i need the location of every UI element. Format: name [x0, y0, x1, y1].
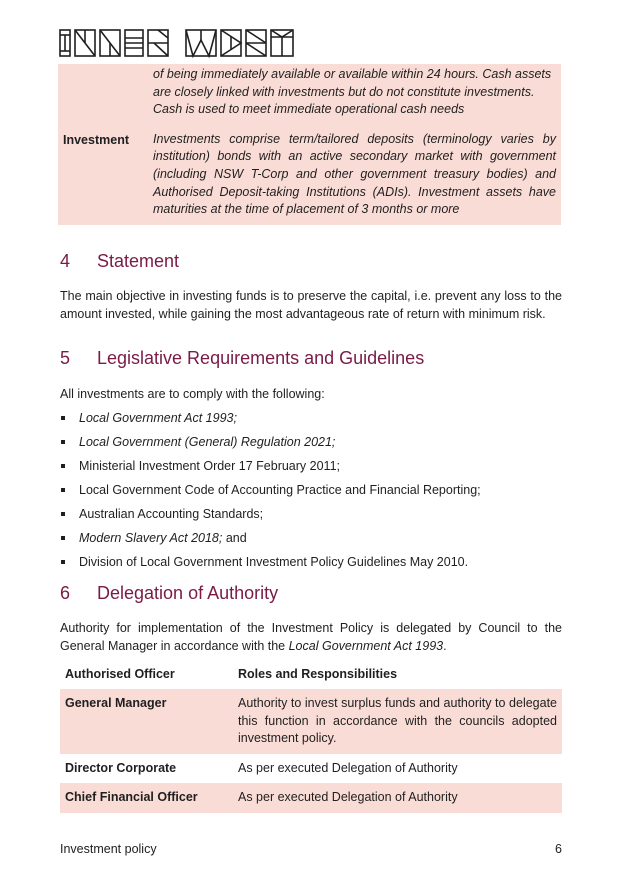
section-number: 4 — [60, 251, 71, 271]
column-header: Roles and Responsibilities — [238, 667, 398, 681]
section-heading-legislative — [60, 348, 424, 369]
list-item: Australian Accounting Standards; — [60, 506, 562, 530]
table-row — [60, 754, 562, 784]
delegation-paragraph: Authority for implementation of the Investment Policy is delegated by Council to the General Manager in accordance with the Local Government Act 1993. — [60, 621, 562, 653]
role-cell: As per executed Delegation of Authority — [233, 783, 562, 813]
list-item: Modern Slavery Act 2018; and — [60, 530, 562, 554]
column-header: Authorised Officer — [65, 667, 175, 681]
list-item: Local Government (General) Regulation 2021; — [60, 434, 562, 458]
legislative-intro: All investments are to comply with the following: — [60, 387, 325, 401]
list-item: Local Government Act 1993; — [60, 410, 562, 434]
section-heading-statement — [60, 251, 179, 272]
definition-term: Investment — [63, 132, 129, 147]
definitions-table — [58, 64, 561, 225]
page-number: 6 — [555, 842, 562, 856]
officer-cell: General Manager — [60, 689, 233, 754]
section-heading-delegation — [60, 583, 278, 604]
table-row — [60, 783, 562, 813]
list-item: Division of Local Government Investment Policy Guidelines May 2010. — [60, 554, 562, 578]
definition-description: of being immediately available or available within 24 hours. Cash assets are closely linked with investments but do not constitute investments. Cash is used to meet immediate operational cash needs — [153, 67, 552, 117]
definition-description: Investments comprise term/tailored deposits (terminology varies by institution) bonds with an active secondary market with government (including NSW T-Corp and other government treasury bodies) and Authorised Deposit-taking Institutions (ADIs). Investment assets have maturities at the time of placement of 3 months or more — [153, 131, 556, 217]
inner-west-logo — [58, 26, 298, 60]
section-number: 5 — [60, 348, 71, 368]
authority-table — [60, 663, 562, 813]
section-title: Statement — [97, 251, 180, 271]
table-header-row — [60, 663, 562, 689]
statement-paragraph: The main objective in investing funds is to preserve the capital, i.e. prevent any loss to the amount invested, while gaining the most advantageous rate of return with minimum risk. — [60, 289, 562, 321]
role-cell: Authority to invest surplus funds and authority to delegate this function in accordance with the councils adopted investment policy. — [233, 689, 562, 754]
section-number: 6 — [60, 583, 71, 603]
table-row — [60, 689, 562, 754]
definition-row — [58, 127, 561, 225]
section-title: Delegation of Authority — [97, 583, 279, 603]
definition-term — [63, 66, 153, 119]
definition-row — [58, 64, 561, 127]
role-cell: As per executed Delegation of Authority — [238, 760, 458, 775]
legislative-list — [60, 410, 562, 578]
list-item: Local Government Code of Accounting Practice and Financial Reporting; — [60, 482, 562, 506]
list-item: Ministerial Investment Order 17 February 2011; — [60, 458, 562, 482]
officer-cell: Chief Financial Officer — [60, 783, 233, 813]
section-title: Legislative Requirements and Guidelines — [97, 348, 425, 368]
footer-title: Investment policy — [60, 842, 157, 856]
officer-cell: Director Corporate — [65, 760, 177, 775]
